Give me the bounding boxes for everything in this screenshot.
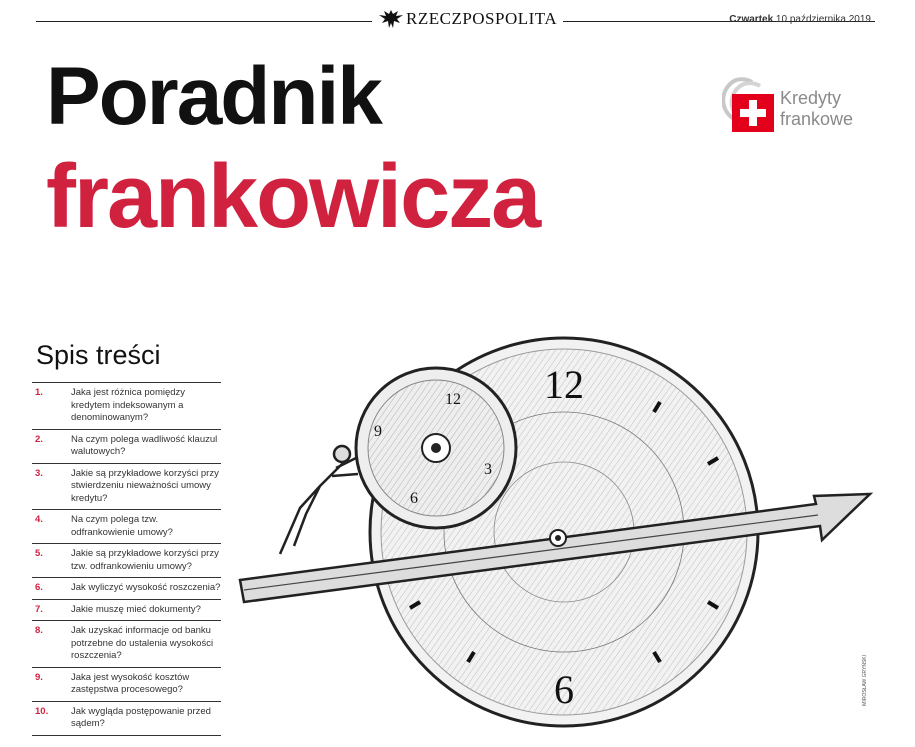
masthead[interactable] xyxy=(372,8,563,30)
toc-item-number: 10. xyxy=(35,705,49,717)
toc-item-number: 3. xyxy=(35,467,43,479)
toc-item[interactable] xyxy=(32,600,221,622)
toc-item-text: Na czym polega tzw. odfrankowienie umowy? xyxy=(71,514,173,538)
toc-item[interactable] xyxy=(32,430,221,464)
small-clock-12: 12 xyxy=(445,391,461,408)
toc-item[interactable] xyxy=(32,383,221,430)
toc-item-number: 4. xyxy=(35,514,43,525)
dateline-weekday: Czwartek xyxy=(729,14,774,25)
toc-item-number: 1. xyxy=(35,387,43,398)
badge-label xyxy=(780,88,853,130)
toc-item-text: Jakie muszę mieć dokumenty? xyxy=(71,603,201,615)
toc-item-number: 2. xyxy=(35,433,43,445)
toc-item-text: Na czym polega wadliwość klauzul walutowych? xyxy=(71,433,218,457)
toc-item[interactable] xyxy=(32,544,221,578)
toc-item-number: 9. xyxy=(35,671,43,683)
big-clock-12: 12 xyxy=(544,362,584,407)
toc-item-number: 6. xyxy=(35,582,43,593)
toc-heading: Spis treści xyxy=(36,340,161,370)
toc-item-number: 5. xyxy=(35,548,43,559)
toc-item-text: Jak uzyskać informacje od banku potrzebne do ustalenia wysokości roszczenia? xyxy=(71,625,214,661)
toc-item[interactable] xyxy=(32,702,221,736)
toc-item-text: Jak wygląda postępowanie przed sądem? xyxy=(71,705,211,729)
badge-label-line2: frankowe xyxy=(780,109,854,129)
toc-item[interactable] xyxy=(32,510,221,544)
eagle-icon xyxy=(378,8,404,30)
badge-label-line1: Kredyty xyxy=(780,88,842,108)
toc-item-text: Jakie są przykładowe korzyści przy stwierdzeniu nieważności umowy kredytu? xyxy=(71,467,219,504)
toc-item[interactable] xyxy=(32,464,221,511)
table-of-contents xyxy=(32,382,221,736)
toc-item-text: Jaka jest różnica pomiędzy kredytem indeksowanym a denominowanym? xyxy=(71,387,186,423)
page-title-line2: frankowicza xyxy=(46,147,540,247)
small-clock xyxy=(356,368,516,528)
toc-item-text: Jak wyliczyć wysokość roszczenia? xyxy=(71,582,221,593)
toc-item-text: Jakie są przykładowe korzyści przy tzw. odfrankowieniu umowy? xyxy=(71,548,219,572)
small-clock-3: 3 xyxy=(484,461,492,478)
dateline-date: 10 października 2019 xyxy=(775,14,871,25)
page-title-line1: Poradnik xyxy=(46,51,381,142)
pushing-man xyxy=(280,446,358,554)
toc-item[interactable] xyxy=(32,578,221,600)
big-clock-6: 6 xyxy=(554,667,574,712)
clock-arrow-illustration xyxy=(236,318,886,747)
toc-item-number: 7. xyxy=(35,603,43,615)
toc-item[interactable] xyxy=(32,668,221,702)
dateline xyxy=(729,14,871,25)
toc-item[interactable] xyxy=(32,621,221,668)
masthead-name: RZECZPOSPOLITA xyxy=(406,9,558,28)
small-clock-6: 6 xyxy=(410,490,418,507)
illustration-credit: MIROSŁAW GRYŃSKI xyxy=(862,655,868,706)
toc-item-number: 8. xyxy=(35,625,43,636)
small-clock-9: 9 xyxy=(374,423,382,440)
toc-item-text: Jaka jest wysokość kosztów zastępstwa procesowego? xyxy=(71,671,190,695)
